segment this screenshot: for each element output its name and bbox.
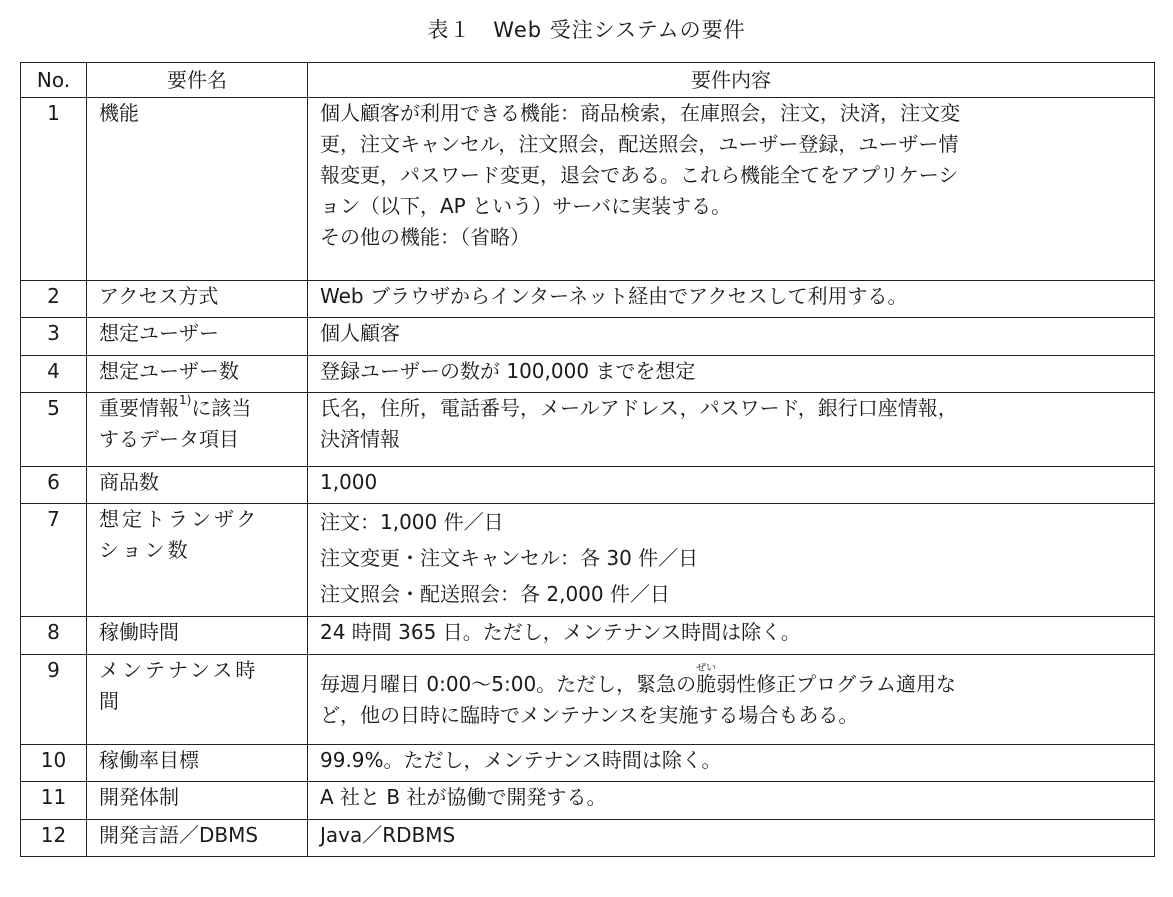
table-row bbox=[21, 281, 1155, 318]
table-row bbox=[21, 318, 1155, 356]
row-content-line: 氏名，住所，電話番号，メールアドレス，パスワード，銀行口座情報， bbox=[320, 396, 958, 420]
row-content bbox=[308, 281, 1155, 318]
table-row bbox=[21, 98, 1155, 281]
row-name bbox=[87, 745, 308, 782]
row-no: 11 bbox=[21, 782, 87, 820]
row-name-line: ション数 bbox=[99, 538, 191, 562]
row-name-line: 稼働率目標 bbox=[99, 748, 199, 772]
row-no: 6 bbox=[21, 467, 87, 504]
row-name-line: 機能 bbox=[99, 101, 139, 125]
row-name bbox=[87, 98, 308, 281]
row-content-line: 1,000 bbox=[320, 470, 378, 494]
row-content bbox=[308, 655, 1155, 745]
row-name-line bbox=[99, 393, 295, 424]
row-content-line: ョン（以下，AP という）サーバに実装する。 bbox=[320, 194, 732, 218]
row-content bbox=[308, 318, 1155, 356]
row-name-line: 稼働時間 bbox=[99, 620, 179, 644]
row-no: 2 bbox=[21, 281, 87, 318]
ruby-reading: ぜい bbox=[696, 663, 717, 674]
row-content-line: 報変更，パスワード変更，退会である。これら機能全てをアプリケーシ bbox=[320, 163, 959, 187]
table-row bbox=[21, 655, 1155, 745]
row-name bbox=[87, 318, 308, 356]
row-content-line: 注文：1,000 件／日 bbox=[320, 510, 504, 534]
row-no: 12 bbox=[21, 820, 87, 857]
row-name bbox=[87, 782, 308, 820]
row-name bbox=[87, 393, 308, 467]
table-row bbox=[21, 745, 1155, 782]
requirements-table bbox=[20, 62, 1155, 857]
row-name-text: に該当 bbox=[191, 396, 252, 420]
table-title: 表１ Web 受注システムの要件 bbox=[427, 18, 746, 42]
row-name bbox=[87, 467, 308, 504]
row-name-text: 重要情報 bbox=[99, 396, 179, 420]
row-content-line: 登録ユーザーの数が 100,000 までを想定 bbox=[320, 359, 696, 383]
row-name-line: するデータ項目 bbox=[99, 427, 239, 451]
row-content-line: ど，他の日時に臨時でメンテナンスを実施する場合もある。 bbox=[320, 703, 859, 727]
row-content-line: その他の機能：（省略） bbox=[320, 225, 530, 249]
table-row bbox=[21, 356, 1155, 393]
row-content-line: 更，注文キャンセル，注文照会，配送照会，ユーザー登録，ユーザー情 bbox=[320, 132, 959, 156]
row-content-line bbox=[320, 663, 1142, 700]
table-row bbox=[21, 393, 1155, 467]
row-content-line: A 社と B 社が協働で開発する。 bbox=[320, 785, 607, 809]
table-row bbox=[21, 467, 1155, 504]
row-no: 7 bbox=[21, 504, 87, 617]
row-content-line: Java／RDBMS bbox=[320, 823, 456, 847]
row-content bbox=[308, 617, 1155, 655]
row-name bbox=[87, 504, 308, 617]
row-no: 10 bbox=[21, 745, 87, 782]
row-content bbox=[308, 393, 1155, 467]
row-name-line: メンテナンス時 bbox=[99, 658, 259, 682]
row-content-line: 24 時間 365 日。ただし，メンテナンス時間は除く。 bbox=[320, 620, 801, 644]
table-row bbox=[21, 820, 1155, 857]
row-content bbox=[308, 467, 1155, 504]
row-name bbox=[87, 617, 308, 655]
row-name-line: アクセス方式 bbox=[99, 284, 219, 308]
header-name: 要件名 bbox=[87, 63, 308, 98]
row-content bbox=[308, 98, 1155, 281]
row-no: 5 bbox=[21, 393, 87, 467]
row-no: 8 bbox=[21, 617, 87, 655]
row-content-line: 注文変更・注文キャンセル：各 30 件／日 bbox=[320, 546, 699, 570]
table-header-row bbox=[21, 63, 1155, 98]
row-no: 4 bbox=[21, 356, 87, 393]
row-name bbox=[87, 820, 308, 857]
row-content bbox=[308, 504, 1155, 617]
row-name-line: 間 bbox=[99, 689, 119, 713]
row-name-line: 想定トランザク bbox=[99, 507, 260, 531]
row-content bbox=[308, 782, 1155, 820]
row-content-line: 個人顧客 bbox=[320, 321, 400, 345]
row-content-line: 決済情報 bbox=[320, 427, 400, 451]
table-row bbox=[21, 782, 1155, 820]
row-content-line: 個人顧客が利用できる機能：商品検索，在庫照会，注文，決済，注文変 bbox=[320, 101, 960, 125]
row-content-text: 弱性修正プログラム適用な bbox=[716, 672, 956, 696]
header-content: 要件内容 bbox=[308, 63, 1155, 98]
ruby-annotated-word bbox=[696, 663, 717, 696]
row-no: 3 bbox=[21, 318, 87, 356]
row-content bbox=[308, 820, 1155, 857]
header-no: No. bbox=[21, 63, 87, 98]
row-name-line: 開発言語／DBMS bbox=[99, 823, 259, 847]
row-name-line: 想定ユーザー数 bbox=[99, 359, 239, 383]
row-content bbox=[308, 745, 1155, 782]
table-row bbox=[21, 617, 1155, 655]
table-row bbox=[21, 504, 1155, 617]
row-name bbox=[87, 356, 308, 393]
ruby-base: 脆 bbox=[696, 672, 717, 696]
row-no: 1 bbox=[21, 98, 87, 281]
row-content-line: Web ブラウザからインターネット経由でアクセスして利用する。 bbox=[320, 284, 908, 308]
row-no: 9 bbox=[21, 655, 87, 745]
row-content bbox=[308, 356, 1155, 393]
row-content-line: 99.9%。ただし，メンテナンス時間は除く。 bbox=[320, 748, 722, 772]
row-name bbox=[87, 655, 308, 745]
row-name-line: 商品数 bbox=[99, 470, 159, 494]
row-name-line: 開発体制 bbox=[99, 785, 179, 809]
row-name bbox=[87, 281, 308, 318]
row-name-line: 想定ユーザー bbox=[99, 321, 219, 345]
footnote-marker: 1) bbox=[179, 393, 192, 407]
row-content-line: 注文照会・配送照会：各 2,000 件／日 bbox=[320, 582, 670, 606]
row-content-text: 毎週月曜日 0:00～5:00。ただし，緊急の bbox=[320, 672, 697, 696]
